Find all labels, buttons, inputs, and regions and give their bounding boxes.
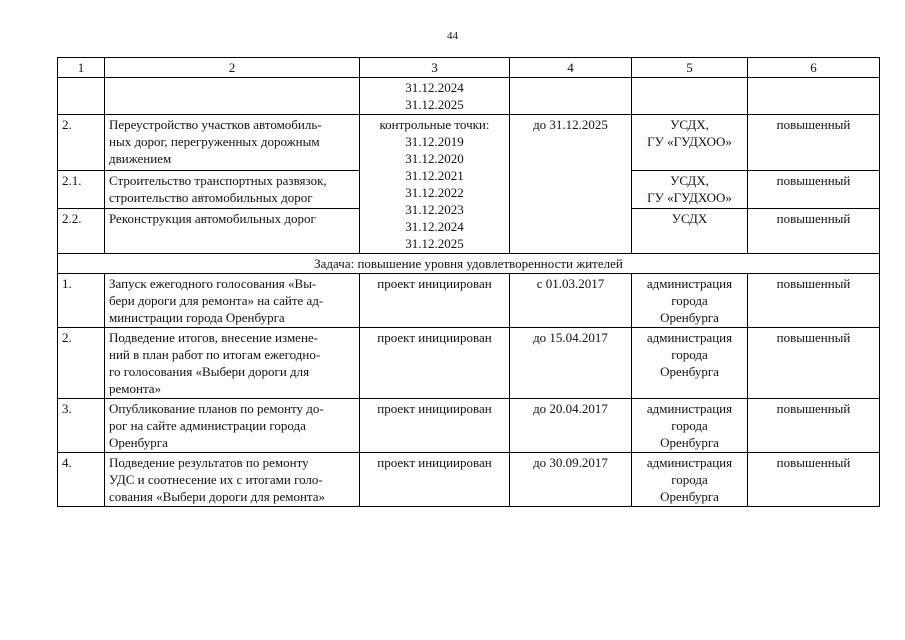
cell-status: проект инициирован: [360, 399, 510, 453]
header-cell: 4: [510, 58, 632, 78]
cell-level: повышенный: [748, 170, 880, 208]
cell-resp: [632, 78, 748, 115]
header-cell: 1: [58, 58, 105, 78]
task-title: Задача: повышение уровня удовлетворенности жителей: [58, 254, 880, 274]
cell-num: 1.: [58, 274, 105, 328]
cell-num: 4.: [58, 453, 105, 507]
cell-date: до 20.04.2017: [510, 399, 632, 453]
cell-num: 2.2.: [58, 209, 105, 254]
cell-status: проект инициирован: [360, 453, 510, 507]
cell-level: повышенный: [748, 453, 880, 507]
table-row: [58, 328, 880, 399]
cell-level: [748, 78, 880, 115]
cell-desc: Подведение итогов, внесение измене- ний в план работ по итогам ежегодно- го голосования «Выбери дороги для ремонта»: [105, 328, 360, 399]
cell-desc: Реконструкция автомобильных дорог: [105, 209, 360, 254]
cell-resp: УСДХ, ГУ «ГУДХОО»: [632, 115, 748, 171]
continuation-row: [58, 78, 880, 115]
header-row: [58, 58, 880, 78]
cell-dates: 31.12.2024 31.12.2025: [360, 78, 510, 115]
cell-num: 3.: [58, 399, 105, 453]
cell-level: повышенный: [748, 274, 880, 328]
cell-level: повышенный: [748, 115, 880, 171]
cell-level: повышенный: [748, 399, 880, 453]
cell-status: проект инициирован: [360, 274, 510, 328]
header-cell: 5: [632, 58, 748, 78]
table-row: [58, 115, 880, 171]
cell-status: проект инициирован: [360, 328, 510, 399]
cell-date: до 15.04.2017: [510, 328, 632, 399]
cell-level: повышенный: [748, 209, 880, 254]
cell-level: повышенный: [748, 328, 880, 399]
cell-num: 2.: [58, 115, 105, 171]
header-cell: 6: [748, 58, 880, 78]
cell-num: 2.: [58, 328, 105, 399]
header-cell: 2: [105, 58, 360, 78]
cell-desc: Запуск ежегодного голосования «Вы- бери дороги для ремонта» на сайте ад- министрации города Оренбурга: [105, 274, 360, 328]
cell-resp: администрация города Оренбурга: [632, 399, 748, 453]
cell-resp: администрация города Оренбурга: [632, 453, 748, 507]
cell-desc: Опубликование планов по ремонту до- рог на сайте администрации города Оренбурга: [105, 399, 360, 453]
cell-num: [58, 78, 105, 115]
cell-desc: Подведение результатов по ремонту УДС и соотнесение их с итогами голо- сования «Выбери дороги для ремонта»: [105, 453, 360, 507]
cell-desc: Строительство транспортных развязок, строительство автомобильных дорог: [105, 170, 360, 208]
header-cell: 3: [360, 58, 510, 78]
cell-resp: администрация города Оренбурга: [632, 328, 748, 399]
table-row: [58, 399, 880, 453]
cell-resp: УСДХ: [632, 209, 748, 254]
task-row: [58, 254, 880, 274]
cell-deadline: до 31.12.2025: [510, 115, 632, 254]
page-number: 44: [447, 30, 458, 42]
plan-table: [57, 57, 880, 507]
table-row: [58, 453, 880, 507]
cell-desc: [105, 78, 360, 115]
table-row: [58, 274, 880, 328]
cell-resp: администрация города Оренбурга: [632, 274, 748, 328]
cell-resp: УСДХ, ГУ «ГУДХОО»: [632, 170, 748, 208]
cell-control-points: контрольные точки: 31.12.2019 31.12.2020 31.12.2021 31.12.2022 31.12.2023 31.12.2024 31.12.2025: [360, 115, 510, 254]
cell-num: 2.1.: [58, 170, 105, 208]
cell-deadline: [510, 78, 632, 115]
cell-date: до 30.09.2017: [510, 453, 632, 507]
cell-date: с 01.03.2017: [510, 274, 632, 328]
cell-desc: Переустройство участков автомобиль- ных дорог, перегруженных дорожным движением: [105, 115, 360, 171]
